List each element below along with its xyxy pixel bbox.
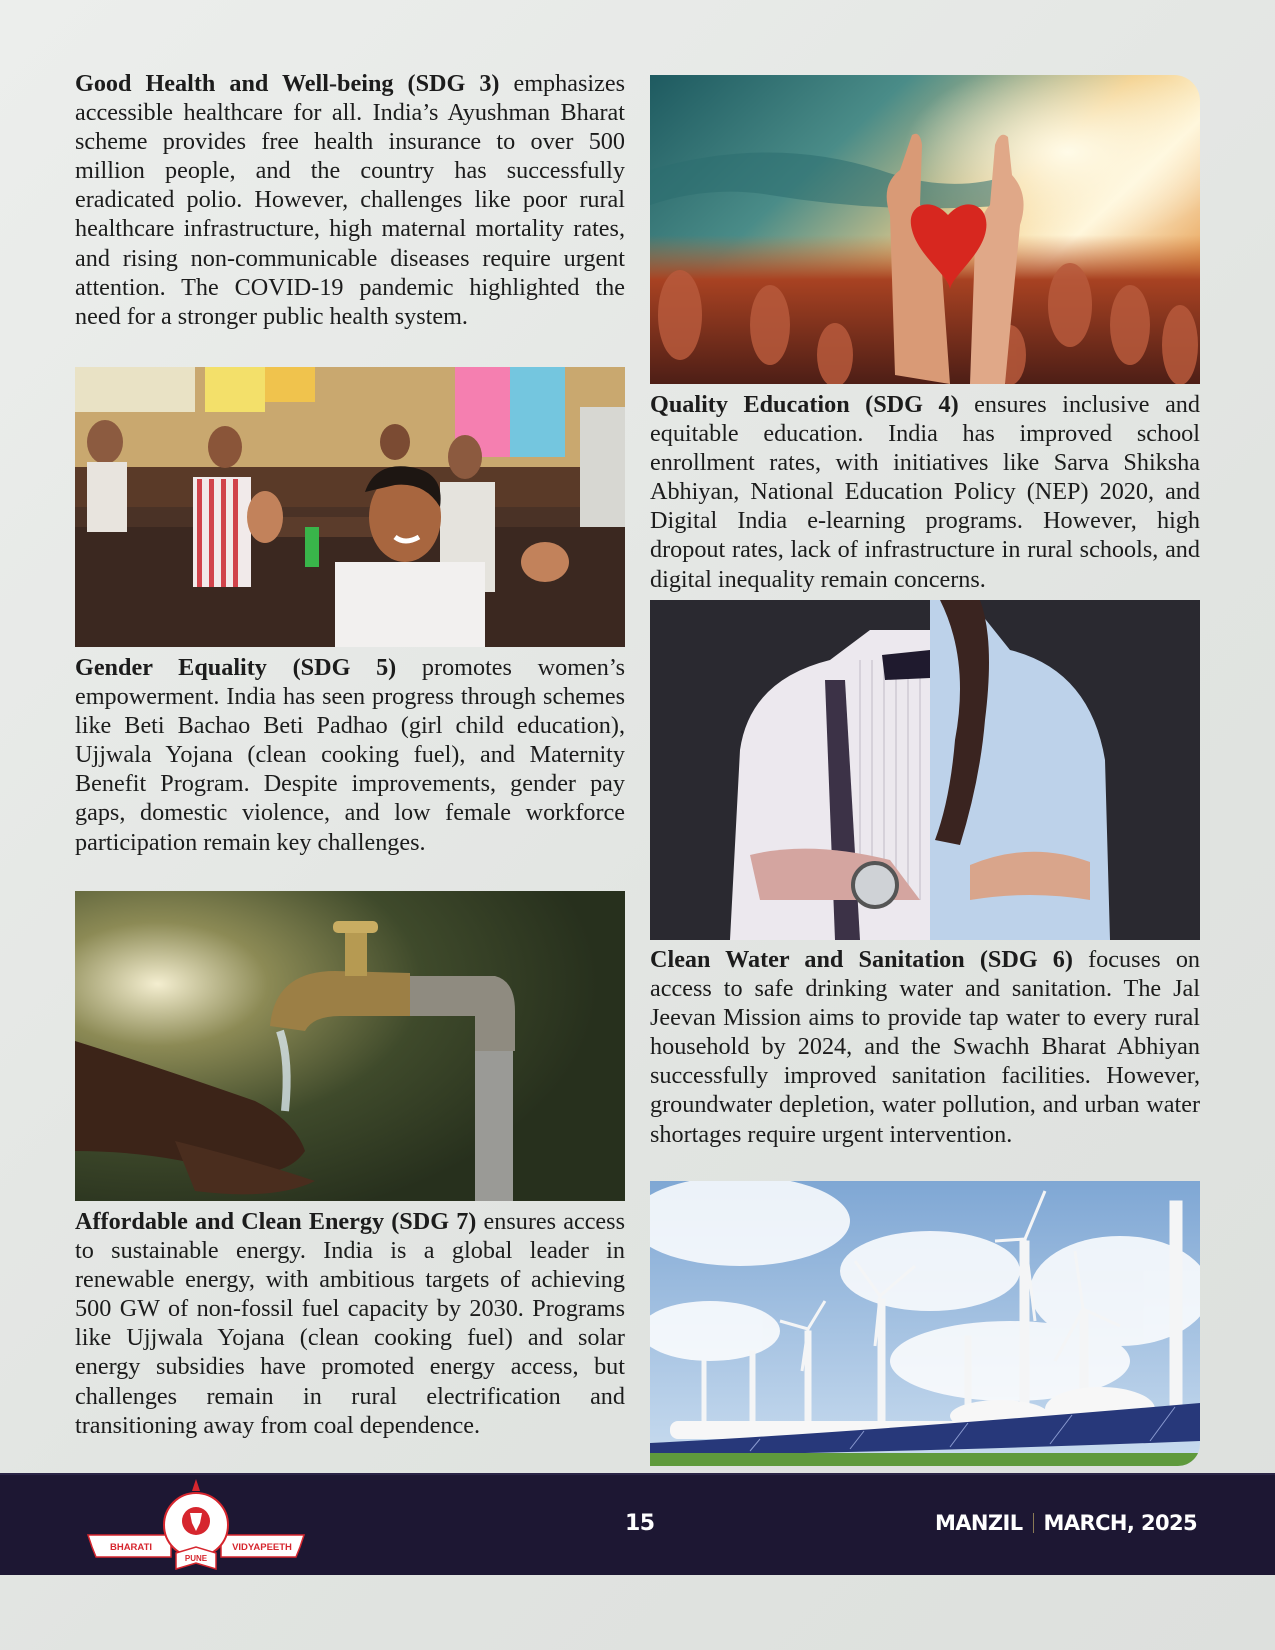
logo-left-text: BHARATI	[109, 1542, 153, 1553]
sdg3-health-paragraph	[75, 69, 625, 331]
sdg6-heading: Clean Water and Sanitation (SDG 6)	[650, 946, 1073, 973]
man-woman-split-portrait-photo	[650, 600, 1200, 940]
hands-holding-heart-photo	[650, 75, 1200, 384]
bharati-vidyapeeth-logo	[86, 1477, 306, 1575]
hands-under-water-tap-photo	[75, 891, 625, 1201]
sdg5-gender-paragraph	[75, 653, 625, 857]
sdg6-body: focuses on access to safe drinking water and sanitation. The Jal Jeevan Mission aims to provide tap water to every rural household by 2024, and the Swachh Bharat Abhiyan successfully improved sanitation facilities. However, groundwater depletion, water pollution, and urban water shortages require urgent intervention.	[650, 946, 1201, 1148]
issue-date: MARCH, 2025	[1043, 1511, 1197, 1535]
sdg7-heading: Affordable and Clean Energy (SDG 7)	[75, 1208, 477, 1235]
sdg5-heading: Gender Equality (SDG 5)	[75, 654, 397, 681]
page-number: 15	[625, 1511, 655, 1536]
sdg4-body: ensures inclusive and equitable education. India has improved school enrollment rates, with initiatives like Sarva Shiksha Abhiyan, National Education Policy (NEP) 2020, and Digital India e-learning programs. However, high dropout rates, lack of infrastructure in rural schools, and digital inequality remain concerns.	[650, 391, 1200, 593]
children-waving-classroom-photo	[75, 367, 625, 647]
sdg4-heading: Quality Education (SDG 4)	[650, 391, 959, 418]
sdg7-body: ensures access to sustainable energy. India is a global leader in renewable energy, with ambitious targets of achieving 500 GW of non-fossil fuel capacity by 2030. Programs like Ujjwala Yojana (clean cooking fuel) and solar energy subsidies have promoted energy access, but challenges remain in rural electrification and transitioning away from coal dependence.	[75, 1208, 625, 1439]
page-footer	[0, 1473, 1275, 1575]
logo-right-text: VIDYAPEETH	[232, 1542, 292, 1553]
masthead-divider	[1033, 1513, 1034, 1533]
wind-turbines-solar-panels-photo	[650, 1181, 1200, 1466]
sdg3-body: emphasizes accessible healthcare for all. India’s Ayushman Bharat scheme provides free health insurance to over 500 million people, and the country has successfully eradicated polio. However, challenges like poor rural healthcare infrastructure, high maternal mortality rates, and rising non-communicable diseases require urgent attention. The COVID-19 pandemic highlighted the need for a stronger public health system.	[75, 70, 625, 330]
sdg3-heading: Good Health and Well-being (SDG 3)	[75, 70, 500, 97]
sdg6-water-paragraph	[650, 945, 1200, 1149]
sdg4-education-paragraph	[650, 390, 1200, 594]
publication-masthead	[935, 1511, 1197, 1535]
sdg5-body: promotes women’s empowerment. India has seen progress through schemes like Beti Bachao Beti Padhao (girl child education), Ujjwala Yojana (clean cooking fuel), and Maternity Benefit Program. Despite improvements, gender pay gaps, domestic violence, and low female workforce participation remain key challenges.	[75, 654, 625, 856]
publication-name: MANZIL	[934, 1511, 1023, 1535]
logo-bottom-text: PUNE	[184, 1554, 208, 1563]
sdg7-energy-paragraph	[75, 1207, 625, 1440]
